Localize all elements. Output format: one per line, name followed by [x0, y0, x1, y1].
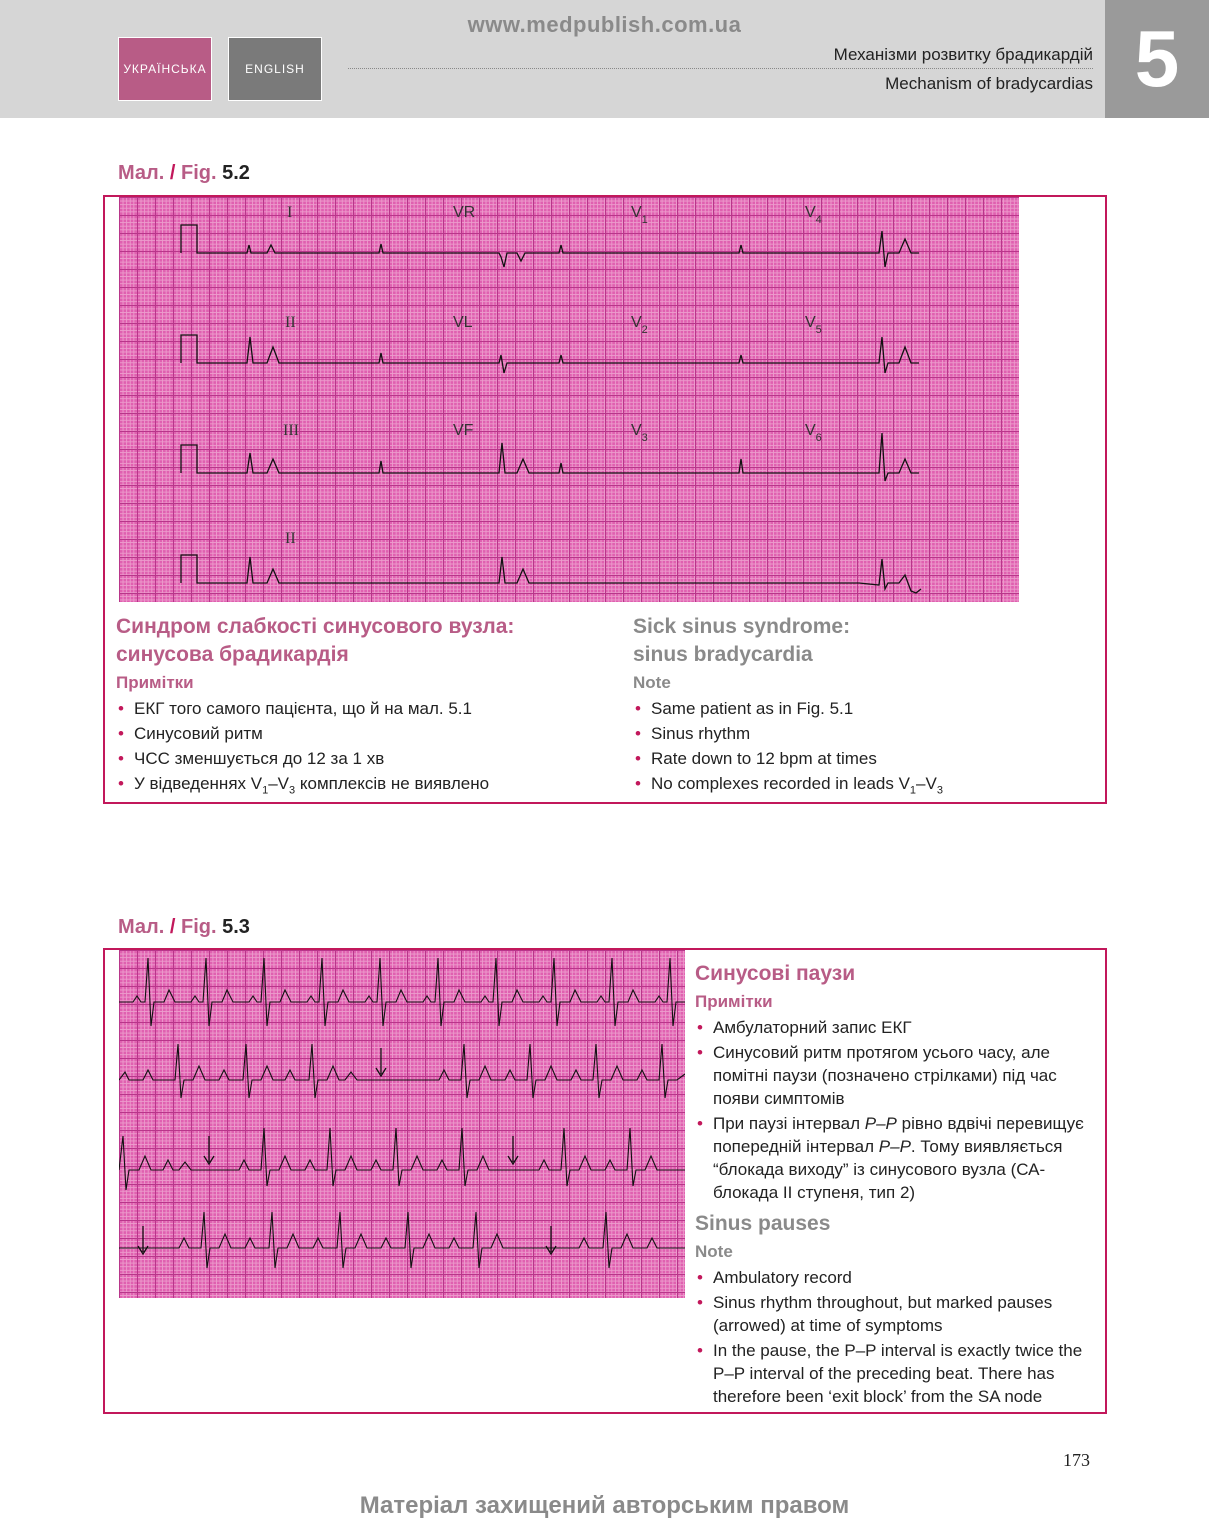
ecg-12-lead-traces: [119, 197, 1019, 602]
fig-number: 5.2: [222, 162, 250, 184]
caption-title-ua: Синусові паузи: [695, 962, 856, 985]
list-item: • Same patient as in Fig. 5.1: [633, 697, 1093, 720]
lead-label-V3: $V_3$: [631, 422, 648, 444]
page-number: 173: [1063, 1450, 1090, 1470]
chapter-title-en: Mechanism of bradycardias: [885, 74, 1093, 93]
list-item: • При паузі інтервал P–P рівно вдвічі перевищує попередній інтервал P–P. Тому виявляється “блокада виходу” із синусового вузла (СА-блокада II ступеня, тип 2): [695, 1112, 1099, 1204]
note-heading-ua: Примітки: [695, 992, 773, 1011]
fig-5-2-box: [103, 195, 1107, 804]
list-item: • In the pause, the P–P interval is exactly twice the P–P interval of the preceding beat. There has therefore been ‘exit block’ from the SA node: [695, 1339, 1099, 1408]
list-item: • Синусовий ритм: [116, 722, 616, 745]
ecg-ambulatory-row-4: [119, 1212, 685, 1268]
list-item: • Амбулаторний запис ЕКГ: [695, 1016, 1099, 1039]
ecg-ambulatory-row-3: [119, 1128, 685, 1190]
list-item: • Rate down to 12 bpm at times: [633, 747, 1093, 770]
fig-5-2-caption-ua: [116, 613, 616, 804]
list-item: • Sinus rhythm throughout, but marked pauses (arrowed) at time of symptoms: [695, 1291, 1099, 1337]
ecg-ambulatory-row-1: [119, 958, 685, 1026]
note-heading-en: Note: [695, 1242, 733, 1261]
language-tab-english[interactable]: ENGLISH: [228, 37, 322, 101]
fig-5-2-label: [118, 162, 250, 185]
page-header: [0, 0, 1209, 118]
header-divider: [348, 68, 1093, 69]
pause-arrow: [508, 1136, 518, 1164]
list-item: • Ambulatory record: [695, 1266, 1099, 1289]
fig-5-3-box: [103, 948, 1107, 1414]
fig-label-ua: Мал.: [118, 162, 165, 184]
fig-5-3-caption: [695, 960, 1099, 1410]
pause-arrows: [138, 1048, 556, 1254]
copyright-notice: Матеріал захищений авторським правом: [359, 1492, 850, 1519]
caption-title-en-line1: Sick sinus syndrome:: [633, 615, 851, 638]
ecg-ambulatory-strip: [119, 950, 685, 1298]
chapter-number: 5: [1105, 0, 1209, 118]
pause-arrow: [204, 1136, 214, 1164]
caption-title-ua-line1: Синдром слабкості синусового вузла:: [116, 615, 515, 638]
list-item: • ЕКГ того самого пацієнта, що й на мал. 5.1: [116, 697, 616, 720]
fig-5-2-caption-en: [633, 613, 1093, 804]
lead-label-VF: VF: [453, 422, 474, 439]
list-item: • Sinus rhythm: [633, 722, 1093, 745]
ecg-12-lead-strip: [119, 197, 1019, 602]
caption-title-en-line2: sinus bradycardia: [633, 643, 813, 666]
fig-label-en: Fig.: [180, 162, 217, 184]
caption-title-ua-line2: синусова брадикардія: [116, 643, 349, 666]
lead-label-V1: $V_1$: [631, 204, 648, 226]
note-list-ua: [695, 1016, 1099, 1204]
lead-label-V4: $V_4$: [805, 204, 822, 226]
fig-5-3-label: [118, 916, 250, 939]
ecg-row-1: [181, 225, 919, 267]
language-tab-ukrainian[interactable]: УКРАЇНСЬКА: [118, 37, 212, 101]
fig-label-slash: /: [169, 162, 176, 184]
lead-label-rhythm-II: II: [285, 530, 296, 547]
lead-label-VL: VL: [453, 314, 473, 331]
lead-label-VR: VR: [453, 204, 476, 221]
ecg-ambulatory-traces: [119, 950, 685, 1298]
lead-label-V5: $V_5$: [805, 314, 822, 336]
lead-label-I: I: [287, 204, 293, 221]
note-list-en: [633, 697, 1093, 802]
lead-label-III: III: [283, 422, 299, 439]
fig-number: 5.3: [222, 916, 250, 938]
fig-label-ua: Мал.: [118, 916, 165, 938]
note-heading-ua: Примітки: [116, 673, 194, 692]
note-list-en: [695, 1266, 1099, 1408]
fig-label-en: Fig.: [180, 916, 217, 938]
ecg-ambulatory-row-2: [119, 1044, 685, 1098]
list-item: • Синусовий ритм протягом усього часу, але помітні паузи (позначено стрілками) під час появи симптомів: [695, 1041, 1099, 1110]
publisher-url[interactable]: www.medpublish.com.ua: [467, 12, 742, 37]
lead-label-V6: $V_6$: [805, 422, 822, 444]
list-item: • У відведеннях $V_1-V_3$ комплексів не виявлено: [116, 772, 616, 802]
note-heading-en: Note: [633, 673, 671, 692]
list-item: • ЧСС зменшується до 12 за 1 хв: [116, 747, 616, 770]
lead-label-II: II: [285, 314, 296, 331]
ecg-row-4: [181, 555, 921, 593]
lead-label-V2: $V_2$: [631, 314, 648, 336]
ecg-row-2: [181, 335, 919, 373]
fig-label-slash: /: [169, 916, 176, 938]
pause-arrow: [138, 1226, 148, 1254]
ecg-row-3: [181, 433, 919, 481]
pause-arrow: [376, 1048, 386, 1076]
chapter-title-ua: Механізми розвитку брадикардій: [833, 45, 1093, 64]
list-item: • No complexes recorded in leads $V_1-V_3$: [633, 772, 1093, 802]
caption-title-en: Sinus pauses: [695, 1212, 831, 1235]
note-list-ua: [116, 697, 616, 802]
pause-arrow: [546, 1226, 556, 1254]
